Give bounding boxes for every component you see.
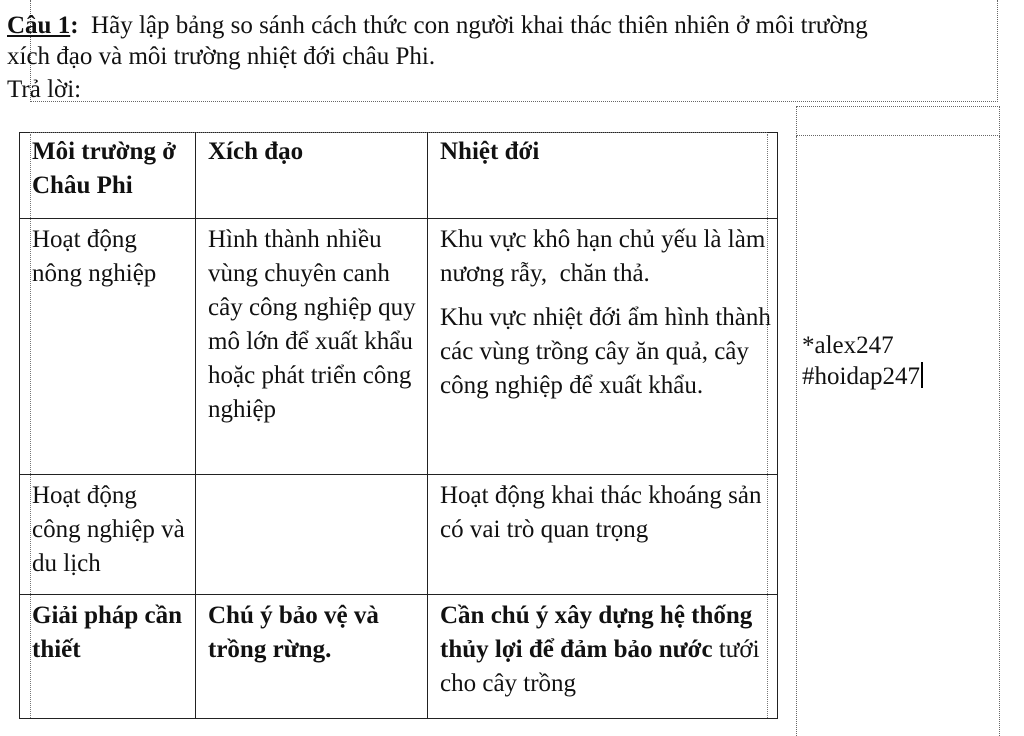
table-guide-top: [30, 132, 767, 133]
cell-agri-tropical-p1: Khu vực khô hạn chủ yếu là làm nương rẫy, chăn thả.: [440, 226, 772, 287]
comparison-table: [19, 132, 778, 719]
header-equatorial: Xích đạo: [196, 133, 428, 219]
cell-agri-tropical-p2: Khu vực nhiệt đới ẩm hình thành các vùng trồng cây ăn quả, cây công nghiệp để xuất khẩu.: [440, 304, 771, 399]
cell-ind-category: Hoạt động công nghiệp và du lịch: [20, 475, 196, 595]
text-cursor: [921, 362, 923, 388]
cell-agri-category: Hoạt động nông nghiệp: [20, 219, 196, 475]
cell-sol-category-text: Giải pháp cần thiết: [32, 602, 183, 663]
table-guide-right: [767, 134, 768, 718]
header-environment: Môi trường ở Châu Phi: [20, 133, 196, 219]
cell-sol-tropical: [428, 595, 778, 719]
cell-sol-category: [20, 595, 196, 719]
header-tropical: Nhiệt đới: [428, 133, 778, 219]
answer-label: Trả lời:: [7, 76, 82, 103]
side-note-line-2: #hoidap247: [802, 363, 921, 390]
question-line-2: xích đạo và môi trường nhiệt đới châu Phi.: [7, 43, 436, 70]
cell-ind-equatorial: [196, 475, 428, 595]
table-row-solution: [20, 595, 778, 719]
cell-agri-tropical: [428, 219, 778, 475]
table-header-row: [20, 133, 778, 219]
question-line-1: Hãy lập bảng so sánh cách thức con người khai thác thiên nhiên ở môi trường: [78, 12, 868, 39]
cell-agri-equatorial: Hình thành nhiều vùng chuyên canh cây công nghiệp quy mô lớn để xuất khẩu hoặc phát triển công nghiệp: [196, 219, 428, 475]
question-text: [7, 10, 972, 72]
question-label: Câu 1: [7, 12, 71, 39]
table-row-industry: [20, 475, 778, 595]
cell-sol-tropical-rest: tưới cho cây trồng: [440, 636, 760, 697]
cell-sol-equatorial: Chú ý bảo vệ và trồng rừng.: [196, 595, 428, 719]
cell-ind-tropical: Hoạt động khai thác khoáng sản có vai trò quan trọng: [428, 475, 778, 595]
table-guide-left: [30, 134, 31, 718]
side-column: [796, 136, 1000, 736]
question-colon: :: [70, 12, 79, 39]
side-note[interactable]: [802, 330, 923, 392]
side-note-line-1: *alex247: [802, 332, 894, 359]
side-column-header: [796, 106, 1000, 136]
table-row-agriculture: [20, 219, 778, 475]
cell-sol-tropical-bold: Cần chú ý xây dựng hệ thống thủy lợi để đảm bảo nước: [440, 602, 753, 663]
